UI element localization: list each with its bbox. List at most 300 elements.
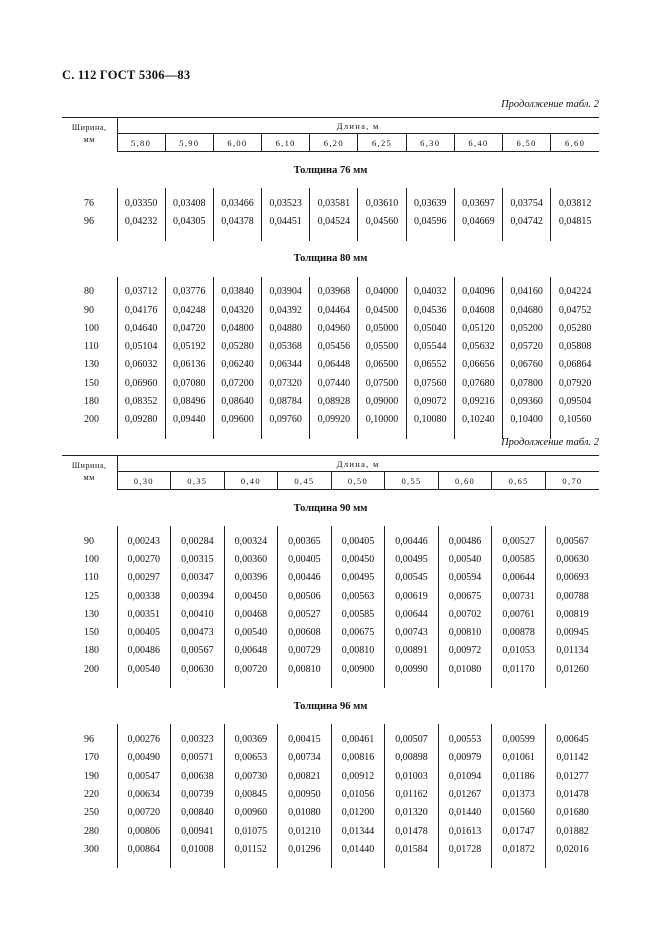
volume-cell: 0,04032 <box>406 283 454 301</box>
volume-cell: 0,01872 <box>492 840 546 858</box>
volume-cell: 0,00405 <box>331 532 385 550</box>
volume-cell: 0,01142 <box>545 749 599 767</box>
width-cell: 130 <box>84 608 99 620</box>
volume-cell: 0,00634 <box>117 785 171 803</box>
width-cell: 80 <box>84 286 94 298</box>
volume-cell: 0,00270 <box>117 550 171 568</box>
volume-cell: 0,05808 <box>551 337 599 355</box>
width-cell: 125 <box>84 590 99 602</box>
table-thickness-90-96 <box>62 455 599 868</box>
volume-cell: 0,04378 <box>213 212 261 230</box>
volume-cell: 0,00347 <box>171 569 225 587</box>
volume-cell: 0,08352 <box>117 392 165 410</box>
table-row <box>62 411 599 429</box>
spacer-cell <box>62 858 117 868</box>
page-header: С. 112 ГОСТ 5306—83 <box>62 68 191 82</box>
volume-cell: 0,01186 <box>492 767 546 785</box>
volume-cell: 0,06656 <box>454 356 502 374</box>
volume-cell: 0,09280 <box>117 411 165 429</box>
volume-cell: 0,01267 <box>438 785 492 803</box>
volume-cell: 0,00950 <box>278 785 332 803</box>
volume-cell: 0,01075 <box>224 822 278 840</box>
volume-cell: 0,10240 <box>454 411 502 429</box>
length-column-header: 0,30 <box>117 472 171 490</box>
volume-cell: 0,04800 <box>213 319 261 337</box>
length-column-header: 6,20 <box>310 134 358 152</box>
volume-cell: 0,00945 <box>545 623 599 641</box>
volume-cell: 0,06448 <box>310 356 358 374</box>
volume-cell: 0,07680 <box>454 374 502 392</box>
volume-cell: 0,05200 <box>503 319 551 337</box>
spacer-cell <box>406 231 454 241</box>
width-cell: 150 <box>84 627 99 639</box>
volume-cell: 0,04524 <box>310 212 358 230</box>
table-continuation-label: Продолжение табл. 2 <box>501 437 599 448</box>
volume-cell: 0,04680 <box>503 301 551 319</box>
volume-cell: 0,00490 <box>117 749 171 767</box>
volume-cell: 0,01344 <box>331 822 385 840</box>
table-row <box>62 319 599 337</box>
volume-cell: 0,03350 <box>117 194 165 212</box>
section-title: Толщина 80 мм <box>293 253 368 265</box>
volume-cell: 0,04960 <box>310 319 358 337</box>
volume-cell: 0,00446 <box>278 569 332 587</box>
length-header: Длина, м <box>117 118 599 134</box>
volume-cell: 0,01747 <box>492 822 546 840</box>
spacer-cell <box>117 858 171 868</box>
volume-cell: 0,04596 <box>406 212 454 230</box>
volume-cell: 0,08928 <box>310 392 358 410</box>
volume-cell: 0,00553 <box>438 730 492 748</box>
table-row <box>62 840 599 858</box>
volume-cell: 0,00567 <box>171 642 225 660</box>
volume-cell: 0,00648 <box>224 642 278 660</box>
width-cell: 200 <box>84 414 99 426</box>
table-row <box>62 623 599 641</box>
table-row <box>62 767 599 785</box>
spacer-cell <box>551 231 599 241</box>
length-column-header: 6,30 <box>406 134 454 152</box>
width-cell: 100 <box>84 553 99 565</box>
volume-cell: 0,08496 <box>165 392 213 410</box>
volume-cell: 0,00365 <box>278 532 332 550</box>
volume-cell: 0,00891 <box>385 642 439 660</box>
length-column-header: 6,10 <box>262 134 310 152</box>
volume-cell: 0,00743 <box>385 623 439 641</box>
volume-cell: 0,04560 <box>358 212 406 230</box>
width-cell: 250 <box>84 807 99 819</box>
volume-cell: 0,09760 <box>262 411 310 429</box>
spacer-cell <box>454 231 502 241</box>
volume-cell: 0,01584 <box>385 840 439 858</box>
length-column-header: 0,50 <box>331 472 385 490</box>
volume-cell: 0,00675 <box>331 623 385 641</box>
volume-cell: 0,04176 <box>117 301 165 319</box>
length-column-header: 0,45 <box>278 472 332 490</box>
table-row <box>62 660 599 678</box>
volume-cell: 0,05104 <box>117 337 165 355</box>
volume-cell: 0,02016 <box>545 840 599 858</box>
volume-cell: 0,00315 <box>171 550 225 568</box>
volume-cell: 0,00585 <box>331 605 385 623</box>
table-row <box>62 822 599 840</box>
volume-cell: 0,07560 <box>406 374 454 392</box>
table-row <box>62 532 599 550</box>
width-cell: 170 <box>84 752 99 764</box>
volume-cell: 0,03466 <box>213 194 261 212</box>
volume-cell: 0,01260 <box>545 660 599 678</box>
volume-cell: 0,00819 <box>545 605 599 623</box>
volume-cell: 0,00761 <box>492 605 546 623</box>
volume-cell: 0,06500 <box>358 356 406 374</box>
table-row <box>62 804 599 822</box>
width-cell: 190 <box>84 770 99 782</box>
volume-cell: 0,01680 <box>545 804 599 822</box>
volume-cell: 0,00243 <box>117 532 171 550</box>
length-column-header: 5,90 <box>165 134 213 152</box>
volume-cell: 0,03697 <box>454 194 502 212</box>
volume-cell: 0,06344 <box>262 356 310 374</box>
volume-cell: 0,01478 <box>545 785 599 803</box>
volume-cell: 0,00729 <box>278 642 332 660</box>
volume-cell: 0,00644 <box>385 605 439 623</box>
volume-cell: 0,00608 <box>278 623 332 641</box>
length-column-header: 0,55 <box>385 472 439 490</box>
volume-cell: 0,00675 <box>438 587 492 605</box>
table-row <box>62 749 599 767</box>
volume-cell: 0,04224 <box>551 283 599 301</box>
volume-cell: 0,00816 <box>331 749 385 767</box>
volume-cell: 0,01373 <box>492 785 546 803</box>
volume-cell: 0,01152 <box>224 840 278 858</box>
volume-cell: 0,00486 <box>438 532 492 550</box>
volume-cell: 0,03904 <box>262 283 310 301</box>
spacer-cell <box>165 429 213 439</box>
volume-cell: 0,00446 <box>385 532 439 550</box>
table-row <box>62 356 599 374</box>
width-cell: 90 <box>84 304 94 316</box>
spacer-cell <box>438 678 492 688</box>
volume-cell: 0,04464 <box>310 301 358 319</box>
volume-cell: 0,04305 <box>165 212 213 230</box>
volume-cell: 0,05000 <box>358 319 406 337</box>
section-title-row <box>62 241 599 277</box>
volume-cell: 0,01560 <box>492 804 546 822</box>
spacer-cell <box>492 678 546 688</box>
volume-cell: 0,01440 <box>331 840 385 858</box>
width-unit-label: мм <box>83 135 95 144</box>
spacer-cell <box>262 231 310 241</box>
volume-cell: 0,00898 <box>385 749 439 767</box>
volume-cell: 0,00960 <box>224 804 278 822</box>
volume-cell: 0,00540 <box>117 660 171 678</box>
table-row <box>62 283 599 301</box>
volume-cell: 0,00630 <box>545 550 599 568</box>
volume-cell: 0,01094 <box>438 767 492 785</box>
volume-cell: 0,00396 <box>224 569 278 587</box>
volume-cell: 0,00878 <box>492 623 546 641</box>
spacer-cell <box>117 231 165 241</box>
table-row <box>62 194 599 212</box>
spacer-row <box>62 678 599 688</box>
table-row <box>62 212 599 230</box>
volume-cell: 0,03712 <box>117 283 165 301</box>
volume-cell: 0,03581 <box>310 194 358 212</box>
volume-cell: 0,00338 <box>117 587 171 605</box>
volume-cell: 0,07920 <box>551 374 599 392</box>
volume-cell: 0,03776 <box>165 283 213 301</box>
volume-cell: 0,00806 <box>117 822 171 840</box>
volume-cell: 0,04742 <box>503 212 551 230</box>
volume-cell: 0,00540 <box>224 623 278 641</box>
width-cell: 200 <box>84 663 99 675</box>
spacer-cell <box>278 678 332 688</box>
volume-cell: 0,04536 <box>406 301 454 319</box>
volume-cell: 0,00540 <box>438 550 492 568</box>
volume-cell: 0,01320 <box>385 804 439 822</box>
width-cell: 150 <box>84 377 99 389</box>
volume-cell: 0,01728 <box>438 840 492 858</box>
volume-cell: 0,04720 <box>165 319 213 337</box>
volume-cell: 0,00360 <box>224 550 278 568</box>
volume-cell: 0,00788 <box>545 587 599 605</box>
section-title-row <box>62 152 599 189</box>
volume-cell: 0,06240 <box>213 356 261 374</box>
spacer-cell <box>224 858 278 868</box>
volume-cell: 0,10000 <box>358 411 406 429</box>
spacer-cell <box>165 231 213 241</box>
volume-cell: 0,00394 <box>171 587 225 605</box>
width-cell: 90 <box>84 535 94 547</box>
volume-cell: 0,00495 <box>331 569 385 587</box>
volume-cell: 0,00450 <box>224 587 278 605</box>
volume-cell: 0,09440 <box>165 411 213 429</box>
table-continuation-label: Продолжение табл. 2 <box>501 99 599 110</box>
spacer-cell <box>545 858 599 868</box>
volume-cell: 0,00284 <box>171 532 225 550</box>
length-column-header: 0,40 <box>224 472 278 490</box>
volume-cell: 0,01882 <box>545 822 599 840</box>
volume-cell: 0,05720 <box>503 337 551 355</box>
volume-cell: 0,05500 <box>358 337 406 355</box>
volume-cell: 0,04096 <box>454 283 502 301</box>
volume-cell: 0,04640 <box>117 319 165 337</box>
volume-cell: 0,01613 <box>438 822 492 840</box>
volume-cell: 0,00527 <box>278 605 332 623</box>
volume-cell: 0,01080 <box>278 804 332 822</box>
volume-cell: 0,00415 <box>278 730 332 748</box>
spacer-cell <box>503 231 551 241</box>
volume-cell: 0,10400 <box>503 411 551 429</box>
volume-cell: 0,05192 <box>165 337 213 355</box>
volume-cell: 0,00941 <box>171 822 225 840</box>
table-row <box>62 785 599 803</box>
volume-cell: 0,04320 <box>213 301 261 319</box>
volume-cell: 0,00468 <box>224 605 278 623</box>
volume-cell: 0,01056 <box>331 785 385 803</box>
volume-cell: 0,08784 <box>262 392 310 410</box>
width-cell: 130 <box>84 359 99 371</box>
table-row <box>62 642 599 660</box>
volume-cell: 0,10560 <box>551 411 599 429</box>
section-title-row <box>62 490 599 527</box>
length-column-header: 6,40 <box>454 134 502 152</box>
volume-cell: 0,04815 <box>551 212 599 230</box>
volume-cell: 0,03610 <box>358 194 406 212</box>
volume-cell: 0,07440 <box>310 374 358 392</box>
volume-cell: 0,00864 <box>117 840 171 858</box>
volume-cell: 0,07800 <box>503 374 551 392</box>
table-header <box>62 456 599 490</box>
width-column-header <box>62 456 117 490</box>
volume-cell: 0,04248 <box>165 301 213 319</box>
volume-cell: 0,01200 <box>331 804 385 822</box>
volume-cell: 0,00545 <box>385 569 439 587</box>
spacer-cell <box>117 429 165 439</box>
volume-cell: 0,00731 <box>492 587 546 605</box>
volume-cell: 0,00351 <box>117 605 171 623</box>
volume-cell: 0,04752 <box>551 301 599 319</box>
volume-cell: 0,05456 <box>310 337 358 355</box>
volume-cell: 0,00644 <box>492 569 546 587</box>
volume-cell: 0,00405 <box>278 550 332 568</box>
spacer-cell <box>213 429 261 439</box>
volume-cell: 0,00405 <box>117 623 171 641</box>
width-label: Ширина, <box>71 461 107 470</box>
volume-cell: 0,01061 <box>492 749 546 767</box>
table-row <box>62 605 599 623</box>
volume-cell: 0,00972 <box>438 642 492 660</box>
volume-cell: 0,00979 <box>438 749 492 767</box>
length-header: Длина, м <box>117 456 599 472</box>
spacer-cell <box>358 231 406 241</box>
volume-cell: 0,07500 <box>358 374 406 392</box>
spacer-cell <box>545 678 599 688</box>
section-title: Толщина 90 мм <box>293 502 368 514</box>
volume-cell: 0,05280 <box>213 337 261 355</box>
volume-cell: 0,01053 <box>492 642 546 660</box>
volume-cell: 0,05368 <box>262 337 310 355</box>
volume-cell: 0,03408 <box>165 194 213 212</box>
volume-cell: 0,07320 <box>262 374 310 392</box>
volume-cell: 0,00599 <box>492 730 546 748</box>
volume-cell: 0,00585 <box>492 550 546 568</box>
volume-cell: 0,05632 <box>454 337 502 355</box>
length-column-header: 6,60 <box>551 134 599 152</box>
spacer-cell <box>385 678 439 688</box>
volume-cell: 0,06960 <box>117 374 165 392</box>
data-table <box>62 117 599 439</box>
table-row <box>62 301 599 319</box>
spacer-cell <box>278 858 332 868</box>
volume-cell: 0,01440 <box>438 804 492 822</box>
volume-cell: 0,00900 <box>331 660 385 678</box>
volume-cell: 0,09000 <box>358 392 406 410</box>
width-label: Ширина, <box>71 123 107 132</box>
volume-cell: 0,09072 <box>406 392 454 410</box>
volume-cell: 0,00547 <box>117 767 171 785</box>
spacer-cell <box>224 678 278 688</box>
volume-cell: 0,07080 <box>165 374 213 392</box>
spacer-cell <box>310 429 358 439</box>
volume-cell: 0,00567 <box>545 532 599 550</box>
volume-cell: 0,00693 <box>545 569 599 587</box>
volume-cell: 0,01210 <box>278 822 332 840</box>
spacer-cell <box>213 231 261 241</box>
spacer-cell <box>385 858 439 868</box>
volume-cell: 0,01478 <box>385 822 439 840</box>
width-column-header <box>62 118 117 152</box>
length-column-header: 0,60 <box>438 472 492 490</box>
spacer-cell <box>262 429 310 439</box>
volume-cell: 0,00840 <box>171 804 225 822</box>
volume-cell: 0,00720 <box>224 660 278 678</box>
length-column-header: 0,65 <box>492 472 546 490</box>
length-column-header: 6,25 <box>358 134 406 152</box>
volume-cell: 0,01080 <box>438 660 492 678</box>
volume-cell: 0,04160 <box>503 283 551 301</box>
data-table <box>62 455 599 868</box>
volume-cell: 0,00990 <box>385 660 439 678</box>
volume-cell: 0,06552 <box>406 356 454 374</box>
volume-cell: 0,00912 <box>331 767 385 785</box>
volume-cell: 0,00324 <box>224 532 278 550</box>
volume-cell: 0,00734 <box>278 749 332 767</box>
volume-cell: 0,03754 <box>503 194 551 212</box>
section-title: Толщина 96 мм <box>293 700 368 712</box>
volume-cell: 0,00630 <box>171 660 225 678</box>
volume-cell: 0,00645 <box>545 730 599 748</box>
volume-cell: 0,00821 <box>278 767 332 785</box>
volume-cell: 0,04880 <box>262 319 310 337</box>
length-column-header: 0,70 <box>545 472 599 490</box>
length-column-header: 5,80 <box>117 134 165 152</box>
volume-cell: 0,04232 <box>117 212 165 230</box>
width-cell: 100 <box>84 322 99 334</box>
volume-cell: 0,00461 <box>331 730 385 748</box>
volume-cell: 0,00739 <box>171 785 225 803</box>
table-row <box>62 587 599 605</box>
volume-cell: 0,04392 <box>262 301 310 319</box>
volume-cell: 0,09920 <box>310 411 358 429</box>
length-column-header: 6,50 <box>503 134 551 152</box>
spacer-cell <box>117 678 171 688</box>
volume-cell: 0,01170 <box>492 660 546 678</box>
section-title-row <box>62 688 599 724</box>
volume-cell: 0,00730 <box>224 767 278 785</box>
width-cell: 180 <box>84 396 99 408</box>
volume-cell: 0,00571 <box>171 749 225 767</box>
width-cell: 300 <box>84 843 99 855</box>
volume-cell: 0,00619 <box>385 587 439 605</box>
table-header <box>62 118 599 152</box>
volume-cell: 0,00653 <box>224 749 278 767</box>
volume-cell: 0,00845 <box>224 785 278 803</box>
volume-cell: 0,03639 <box>406 194 454 212</box>
volume-cell: 0,00506 <box>278 587 332 605</box>
volume-cell: 0,01134 <box>545 642 599 660</box>
volume-cell: 0,00276 <box>117 730 171 748</box>
volume-cell: 0,00810 <box>331 642 385 660</box>
width-cell: 76 <box>84 197 94 209</box>
volume-cell: 0,04669 <box>454 212 502 230</box>
volume-cell: 0,00507 <box>385 730 439 748</box>
volume-cell: 0,05040 <box>406 319 454 337</box>
spacer-cell <box>310 231 358 241</box>
volume-cell: 0,03968 <box>310 283 358 301</box>
volume-cell: 0,00638 <box>171 767 225 785</box>
volume-cell: 0,03812 <box>551 194 599 212</box>
